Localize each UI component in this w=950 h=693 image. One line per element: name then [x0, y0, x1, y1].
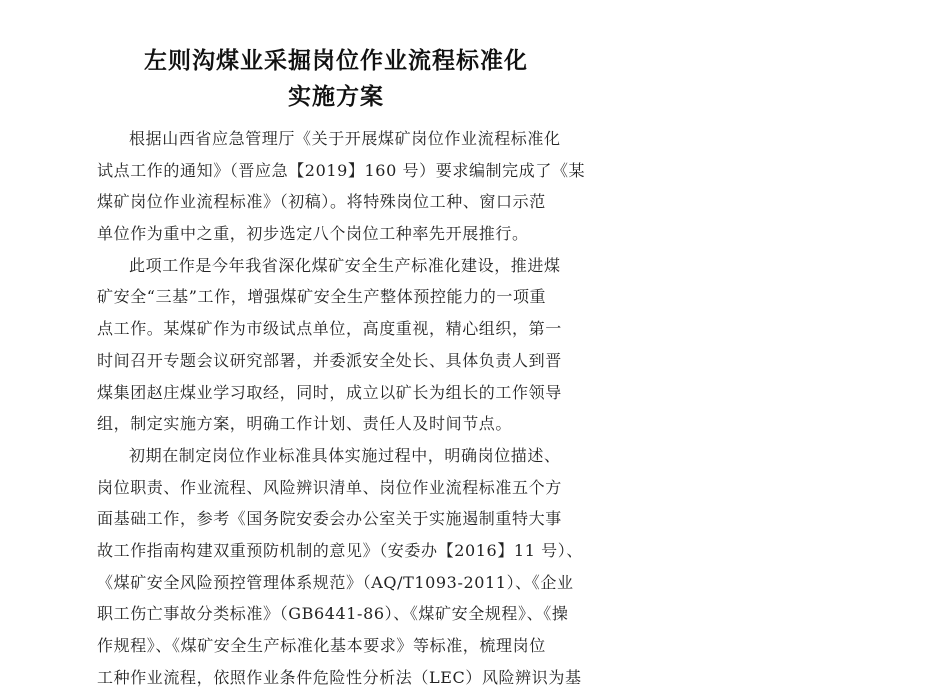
paragraph-line: 矿安全“三基”工作，增强煤矿安全生产整体预控能力的一项重 [97, 287, 547, 307]
paragraph-line: 单位作为重中之重，初步选定八个岗位工种率先开展推行。 [97, 224, 529, 244]
paragraph-line: 煤矿岗位作业流程标准》（初稿）。将特殊岗位工种、窗口示范 [97, 192, 546, 212]
paragraph-first-line: 初期在制定岗位作业标准具体实施过程中，明确岗位描述、 [129, 445, 561, 465]
paragraph-line: 面基础工作，参考《国务院安委会办公室关于实施遏制重特大事 [97, 509, 562, 529]
paragraph-line: 时间召开专题会议研究部署，并委派安全处长、具体负责人到晋 [97, 350, 562, 370]
paragraph-line: 试点工作的通知》（晋应急【2019】160 号）要求编制完成了《某 [97, 160, 586, 180]
paragraph-first-line: 此项工作是今年我省深化煤矿安全生产标准化建设，推进煤 [129, 255, 561, 275]
document-body [97, 123, 586, 693]
paragraph-line: 组，制定实施方案，明确工作计划、责任人及时间节点。 [97, 414, 513, 434]
paragraph-line: 故工作指南构建双重预防机制的意见》（安委办【2016】11 号）、 [97, 540, 583, 560]
paragraph-line: 煤集团赵庄煤业学习取经，同时，成立以矿长为组长的工作领导 [97, 382, 562, 402]
document-title-line1: 左则沟煤业采掘岗位作业流程标准化 [144, 48, 528, 74]
paragraph-line: 职工伤亡事故分类标准》（GB6441-86）、《煤矿安全规程》、《操 [97, 604, 569, 624]
paragraph-line: 《煤矿安全风险预控管理体系规范》（AQ/T1093-2011）、《企业 [97, 572, 574, 592]
paragraph-line: 作规程》、《煤矿安全生产标准化基本要求》等标准，梳理岗位 [97, 636, 546, 655]
document-title-line2: 实施方案 [288, 84, 384, 110]
paragraph-line: 点工作。某煤矿作为市级试点单位，高度重视，精心组织，第一 [97, 319, 562, 339]
paragraph-first-line: 根据山西省应急管理厅《关于开展煤矿岗位作业流程标准化 [129, 129, 561, 148]
paragraph-line: 工种作业流程，依照作业条件危险性分析法（LEC）风险辨识为基 [97, 667, 582, 687]
paragraph-line: 岗位职责、作业流程、风险辨识清单、岗位作业流程标准五个方 [97, 477, 562, 497]
